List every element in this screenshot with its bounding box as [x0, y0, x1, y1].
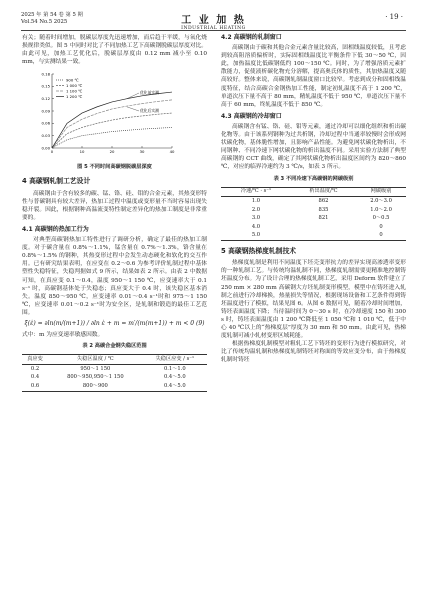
chart-legend	[56, 78, 82, 100]
table-2-header: 真应变	[27, 356, 43, 363]
page-number: · 19 ·	[385, 13, 403, 21]
annotation-after: 优化后实测	[140, 108, 159, 114]
journal-subtitle: INDUSTRIAL HEATING	[181, 26, 246, 31]
journal-title: 工 业 加 热	[181, 15, 246, 26]
table-cell: 0.4	[30, 374, 40, 381]
legend-label: 900 ℃	[66, 77, 79, 83]
left-column	[22, 34, 207, 396]
section-4-3-paragraph: 高碳钢含有锰、铬、硅、钼等元素，通过冷却可以细化组织和析出碳化物等。由于该系列钢种为过共析钢，冷却过程中当通率较慢时会形成网状碳化物，基体脆性增加，且影响产品性能。为避免网状碳化物析出，不同钢种、不同冷速下网状碳化物的析出温度不同。采用实验方法制了典型高碳钢的 CCT 曲线，确定了其网状碳化物析出温度区间约为 820～860 ℃，对应的临界冷速约为 3 ℃/s，如表 3 所示。	[221, 123, 406, 171]
table-row	[221, 232, 406, 241]
table-cell: 1.0	[251, 197, 261, 204]
table-row	[22, 364, 207, 373]
table-cell: 862	[318, 197, 329, 204]
table-row	[22, 373, 207, 382]
table-cell: 0.6	[30, 382, 40, 389]
x-tick-label: 20	[109, 149, 115, 155]
y-tick-label: 0.15	[41, 84, 50, 90]
journal-title-block	[0, 11, 427, 31]
table-2-header: 失稳区应变 / s⁻¹	[155, 356, 195, 363]
y-tick-label: 0.03	[41, 133, 50, 139]
figure-5	[22, 68, 207, 160]
table-row	[221, 214, 406, 223]
section-4-1-paragraph: 对典型高碳钢热加工特性进行了调研分析，确定了最佳的热加工制度。对于碳含量在 0.8%～1.1%，锰含量在 0.7%～1.3%，铬含量在 0.8%～1.5% 的钢种，其热变形过程中会发生动态硬化和软化的交互作用。已有研究结果表明，在应变在 0.2～0.6 为参考评价轧制过程中基体塑性失稳特征，失稳判据如式 9 所示，结果如表 2 所示。由表 2 中数据可知，在真应变 0.1～0.4，温度 950～1 150 ℃，应变速率大于 0.1 s⁻¹ 时，高碳钢基体处于失稳态；真应变大于 0.4 时，该失稳区基本消失。温度 850～950 ℃，应变速率 0.01～0.4 s⁻¹时和 975～1 150 ℃，应变速率 0.01～0.2 s⁻¹时为安全区，是轧制和锻造的最佳工艺范围。	[22, 237, 207, 316]
table-row	[221, 223, 406, 232]
x-tick-label: 30	[139, 149, 145, 155]
section-4-2-title: 4.2 高碳钢的轧制窗口	[221, 34, 282, 41]
table-row	[221, 206, 406, 215]
table-cell: 0	[379, 223, 383, 230]
table-cell	[291, 232, 356, 241]
table-cell: 2.0～3.0	[370, 197, 392, 204]
table-cell: 5.0	[251, 232, 261, 239]
decarburization-chart	[22, 68, 207, 160]
section-5-paragraph-1: 热梯度轧制是利用不同温度下坯壳变形抗力的差异实现高渗透率变形的一种轧制工艺。与传统均温轧制不同，热梯度轧制需要更精准地控制铸坯温度分布。为了设计合理的热梯度轧制工艺，采用 Deform 软件建立了 250 mm × 280 mm 高碳钢大方坯轧制变形模型，模型中在铸坯进入轧制之前进行冷却梯换，热量损失等情况，根据现场设备和工艺条件得到铸坯温度进行了模拟，结果见图 6。从图 6 数据可见，随着冷却时间增加，铸坯表面温度下降；当待温时间为 0～30 s 时，在冷却速度 150 和 300 s 时，铸坯表面温度由 1 200 ℃降低至 1 050 ℃和 1 010 ℃，低于中心 40 ℃以上的“热梯度层”厚度为 30 mm 和 50 mm。由此可见，热梯度轧制可减小轧材变形区域耗能。	[221, 260, 406, 340]
table-cell: 950～1 150	[80, 365, 111, 372]
section-4-3-title: 4.3 高碳钢的冷却窗口	[221, 112, 282, 120]
header-rule	[21, 30, 406, 31]
table-row	[22, 382, 207, 391]
y-tick-label: 0.00	[41, 145, 50, 151]
x-tick-label: 10	[79, 149, 85, 155]
right-column	[221, 34, 406, 364]
formula-note: 式中：m 为应变速率敏感因数。	[22, 332, 104, 339]
series-line	[52, 113, 172, 148]
x-tick-label: 0	[50, 149, 54, 155]
y-tick-label: 0.12	[41, 96, 50, 102]
table-cell: 0.4～5.0	[163, 374, 186, 381]
table-cell: 0.2	[30, 365, 40, 372]
table-cell: 800～950,950～1 150	[67, 374, 124, 381]
x-tick-label: 40	[169, 149, 175, 155]
table-cell: 1.0～2.0	[370, 206, 392, 213]
section-4-paragraph: 高碳钢由于含有较多的碳、锰、铬、硅、钼的合金元素，其热变形特性与普碳钢具有较大差异，热加工过程中温度或变形量不当时容易出现失稳开裂。因此，根据钢种高温流变特性制定差异化的热加工制度是非常重要的。	[22, 190, 207, 221]
section-4-title: 4 高碳钢轧制工艺设计	[22, 177, 91, 186]
y-tick-label: 0.09	[41, 108, 50, 114]
y-tick-label: 0.18	[41, 71, 50, 77]
table-cell: 0.1～1.0	[163, 365, 186, 372]
table-cell: 3.0	[251, 215, 261, 222]
section-4-1-title: 4.1 高碳钢的热加工行为	[22, 225, 89, 233]
table-cell	[291, 223, 356, 232]
y-tick-label: 0.06	[41, 121, 50, 127]
table-cell: 0～0.5	[372, 215, 390, 222]
legend-label: 1 200 ℃	[66, 94, 83, 100]
table-cell: 800～900	[82, 382, 108, 389]
issue-cn: 2025 年 第 54 卷 第 5 期	[21, 12, 83, 18]
intro-paragraph: 有关；随着时间增加，脱碳层厚度先迅速增加，而后趋于平缓，与氧化烧损规律类似。图 5 中同时对比了不同加热工艺下高碳钢脱碳层厚度对比。由此可见，加热工艺优化后，脱碳层厚度由 0.12 mm 减小至 0.10 mm，与实测结果一致。	[22, 35, 207, 66]
table-cell: 4.0	[251, 223, 261, 230]
table-cell: 821	[318, 215, 329, 222]
annotation-before: 优化前实测	[140, 90, 159, 96]
table-2	[22, 354, 207, 391]
table-cell: 0	[379, 232, 383, 239]
section-5-title: 5 高碳钢热梯度轧制技术	[221, 247, 297, 256]
table-2-header: 失稳区温度 / ℃	[76, 356, 114, 363]
issue-en: Vol.54 No.5 2025	[21, 19, 68, 25]
table-2-caption: 表 2 高碳合金钢失稳区范围	[82, 343, 147, 350]
table-cell: 2.0	[251, 206, 261, 213]
legend-label: 1 100 ℃	[66, 88, 83, 94]
figure-caption: 图 5 不同时间高碳钢脱碳层深度	[77, 164, 152, 171]
annotation-pointer	[127, 107, 139, 111]
table-row	[221, 197, 406, 206]
table-3-header: 析出温度/℃	[309, 188, 338, 195]
formula-9: ξ(ε̇) = ∂ln(m/(m+1)) / ∂ln ε̇ + m = m′/(m(m+1)) + m < 0 (9)	[24, 319, 205, 327]
table-cell: 0.4～5.0	[163, 382, 186, 389]
table-3-header: 网碳级别	[370, 188, 392, 195]
table-3-caption: 表 3 不同冷速下高碳钢的网碳级别	[273, 175, 354, 182]
legend-label: 1 000 ℃	[66, 83, 83, 89]
chart-lines	[52, 92, 172, 148]
table-3-header: 冷速/℃ · s⁻¹	[240, 188, 272, 195]
table-cell: 835	[318, 206, 329, 213]
table-3	[221, 187, 406, 242]
section-4-2-paragraph: 高碳钢由于碳和其他合金元素含量比较高，固相线温度较低，且考虑到较高阻溶质偏析时，实际固相线温度比平衡条件下低 30～50 ℃，因此，加热温度比低碳钢低约 100～150 ℃。同时，为了增强溶质元素扩散能力，促使液析碳化物充分溶解，提高奥氏体的质性，其加热温度又随高较好。整体来说，高碳钢轧制温度窗口比较窄。考虑到成分和固相线温度特征，结合高碳合金钢热加工性能，制定初轧温度不高于 1 200 ℃，单道次压下量不高于 80 mm，精轧温度不低于 950 ℃，单道次压下量不高于 60 mm，终轧温度不低于 850 ℃。	[221, 45, 406, 108]
series-line	[52, 128, 172, 149]
section-5-paragraph-2: 根据热梯度轧制模型对粗轧工艺下铸坯的变形行为进行模拟研究，对比了传统均温轧制和热梯度轧制铸坯对称面的等效应变分布，由于热梯度轧制时铸坯	[221, 341, 406, 364]
